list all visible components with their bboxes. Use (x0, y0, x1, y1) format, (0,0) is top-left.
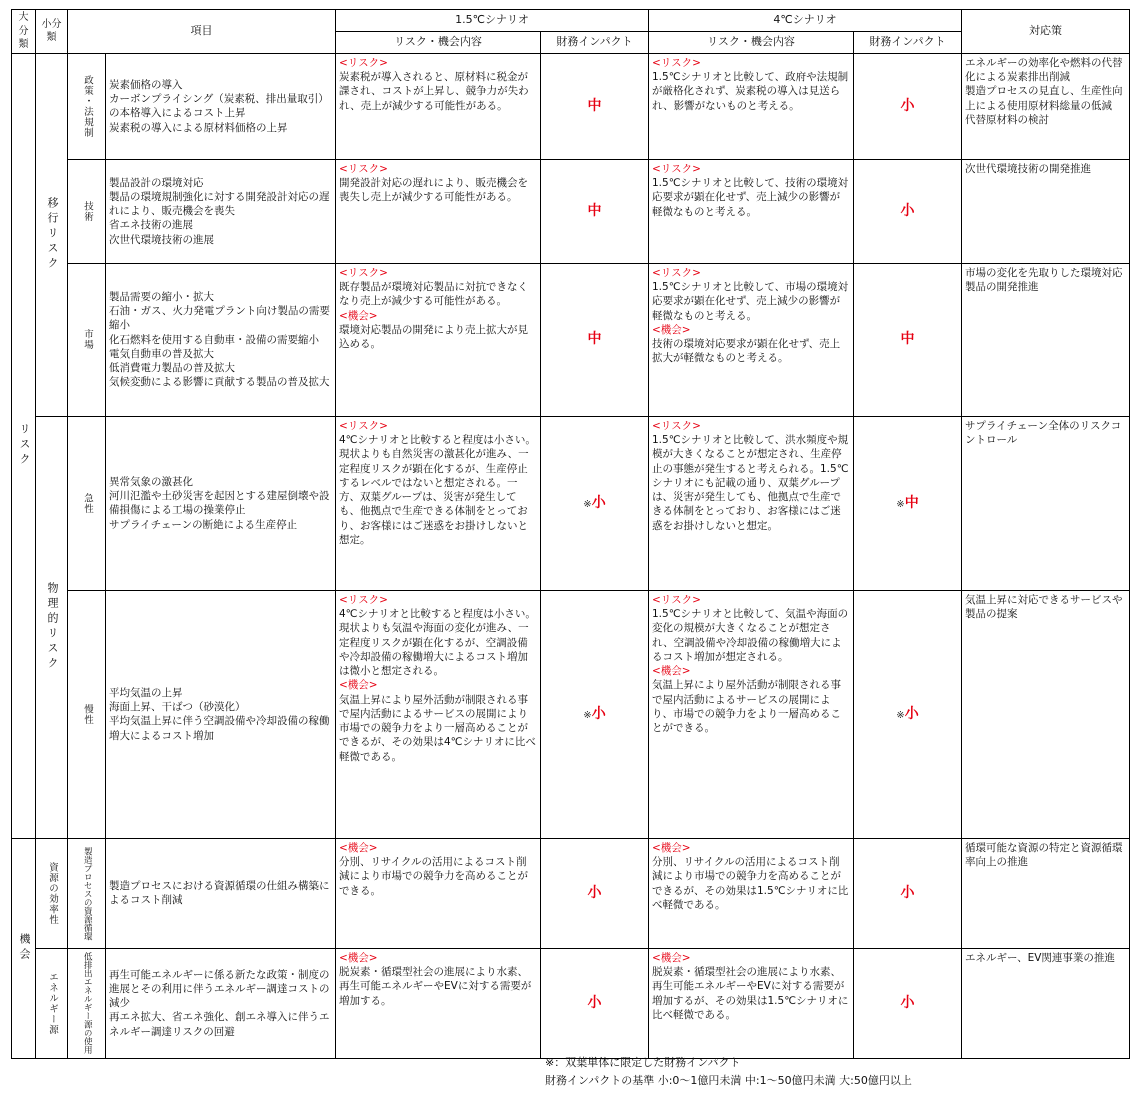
item-line: 再エネ拡大、省エネ強化、創エネ導入に伴うエネルギー調達リスクの回避 (109, 1011, 330, 1038)
footnote-single-entity: ※：双葉単体に限定した財務インパクト (545, 1056, 741, 1069)
note-mark: ※ (896, 498, 905, 510)
content-text: 気温上昇により屋外活動が制限される事で屋内活動によるサービスの展開により、市場での競争力をより一層高めることができる。 (652, 679, 841, 735)
content-text: 1.5℃シナリオと比較して、気温や海面の変化の規模が大きくなることが想定され、空調設備や冷却設備の稼働増大によるコスト増加が想定される。 (652, 608, 849, 663)
subcategory: 慢性 (68, 590, 106, 838)
note-mark: ※ (583, 709, 592, 721)
content-text: 1.5℃シナリオと比較して、市場の環境対応要求が顕在化せず、売上減少の影響が軽微なものと考える。 (652, 281, 849, 322)
tag-label: <リスク> (652, 419, 701, 432)
impact-value: 中 (904, 494, 919, 511)
item-line: 石油・ガス、火力発電プラント向け製品の需要縮小 (109, 305, 330, 332)
category-physical-risk: 物理的リスク (36, 416, 68, 838)
content-15 (336, 948, 541, 1058)
header-response: 対応策 (962, 10, 1130, 54)
subcategory: 技術 (68, 159, 106, 263)
impact-15 (541, 416, 649, 590)
item-line: 海面上昇、干ばつ（砂漠化） (109, 701, 246, 714)
table-row (12, 838, 1130, 948)
item-line: 気候変動による影響に貢献する製品の普及拡大 (109, 376, 330, 389)
subcategory: 製造プロセスの資源循環 (68, 838, 106, 948)
content-text: 脱炭素・循環型社会の進展により水素、再生可能エネルギーやEVに対する需要が増加するが、その効果は1.5℃シナリオに比べ軽微である。 (652, 966, 849, 1021)
content-15 (336, 263, 541, 416)
response-cell (962, 263, 1130, 416)
category-energy-source: エネルギー源 (36, 948, 68, 1058)
note-mark: ※ (896, 709, 905, 721)
subcategory: 市場 (68, 263, 106, 416)
item-line: 化石燃料を使用する自動車・設備の需要縮小 (109, 333, 319, 346)
tag-label: <リスク> (339, 56, 388, 69)
item-line: 製品需要の縮小・拡大 (109, 290, 214, 303)
content-text: 既存製品が環境対応製品に対抗できなくなり売上が減少する可能性がある。 (339, 281, 528, 308)
item-line: 河川氾濫や土砂災害を起因とする建屋倒壊や設備損傷による工場の操業停止 (109, 490, 330, 517)
item-line: 平均気温の上昇 (109, 686, 183, 699)
item-cell (106, 53, 336, 159)
content-4 (649, 838, 854, 948)
impact-value: 中 (587, 97, 602, 114)
scenario-analysis-table (11, 9, 1130, 1059)
response-cell (962, 590, 1130, 838)
impact-value: 小 (591, 705, 606, 722)
response-cell (962, 838, 1130, 948)
table-row (12, 263, 1130, 416)
item-line: 平均気温上昇に伴う空調設備や冷却設備の稼働増大によるコスト増加 (109, 715, 330, 742)
tag-label: <機会> (339, 951, 378, 964)
category-opportunity: 機会 (12, 838, 36, 1058)
tag-label: <機会> (652, 841, 691, 854)
header-impact-15: 財務インパクト (541, 31, 649, 53)
category-risk: リスク (12, 53, 36, 838)
tag-label: <機会> (652, 951, 691, 964)
tag-label: <リスク> (339, 593, 388, 606)
response-cell (962, 948, 1130, 1058)
item-line: 異常気象の激甚化 (109, 475, 193, 488)
tag-label: <リスク> (652, 266, 701, 279)
header-small-category: 小分類 (36, 10, 68, 54)
content-4 (649, 159, 854, 263)
category-resource-efficiency: 資源の効率性 (36, 838, 68, 948)
item-line: サプライチェーンの断絶による生産停止 (109, 518, 298, 531)
tag-label: <リスク> (652, 56, 701, 69)
header-scenario-4: 4℃シナリオ (649, 10, 962, 32)
tag-label: <機会> (339, 309, 378, 322)
impact-value: 小 (900, 884, 915, 901)
header-large-category: 大分類 (12, 10, 36, 54)
content-4 (649, 53, 854, 159)
header-scenario-15: 1.5℃シナリオ (336, 10, 649, 32)
item-line: 炭素税の導入による原材料価格の上昇 (109, 121, 288, 134)
impact-15 (541, 263, 649, 416)
item-cell (106, 263, 336, 416)
item-line: 次世代環境技術の進展 (109, 233, 214, 246)
item-line: 低消費電力製品の普及拡大 (109, 362, 235, 375)
content-15 (336, 159, 541, 263)
impact-value: 小 (587, 994, 602, 1011)
subcategory: 低排出エネルギー源の使用 (68, 948, 106, 1058)
impact-4 (854, 53, 962, 159)
response-line: 気温上昇に対応できるサービスや製品の提案 (965, 593, 1123, 621)
tag-label: <リスク> (339, 419, 388, 432)
impact-4 (854, 838, 962, 948)
impact-value: 中 (900, 331, 915, 348)
item-cell (106, 838, 336, 948)
content-text: 開発設計対応の遅れにより、販売機会を喪失し売上が減少する可能性がある。 (339, 177, 528, 204)
content-15 (336, 838, 541, 948)
tag-label: <機会> (339, 679, 378, 692)
content-text: 分別、リサイクルの活用によるコスト削減により市場での競争力を高めることができる。 (339, 856, 528, 897)
note-mark: ※ (583, 498, 592, 510)
tag-label: <機会> (652, 665, 691, 678)
impact-15 (541, 948, 649, 1058)
content-15 (336, 53, 541, 159)
item-cell (106, 159, 336, 263)
impact-4 (854, 159, 962, 263)
item-cell (106, 416, 336, 590)
impact-15 (541, 838, 649, 948)
content-text: 1.5℃シナリオと比較して、技術の環境対応要求が顕在化せず、売上減少の影響が軽微なものと考える。 (652, 177, 849, 218)
content-text: 環境対応製品の開発により売上拡大が見込める。 (339, 323, 528, 351)
response-line: 循環可能な資源の特定と資源循環率向上の推進 (965, 841, 1123, 869)
impact-value: 中 (587, 202, 602, 219)
response-line: 代替原材料の検討 (965, 113, 1049, 126)
item-line: 製造プロセスにおける資源循環の仕組み構築によるコスト削減 (109, 880, 330, 907)
tag-label: <機会> (652, 323, 691, 336)
header-content-4: リスク・機会内容 (649, 31, 854, 53)
item-line: 製品の環境規制強化に対する開発設計対応の遅れにより、販売機会を喪失 (109, 190, 330, 218)
category-transition-risk: 移行リスク (36, 53, 68, 416)
item-cell (106, 948, 336, 1058)
content-text: 4℃シナリオと比較すると程度は小さい。現状よりも気温や海面の変化が進み、一定程度リスクが顕在化するが、空調設備や冷却設備の稼働増大によるコスト増加は微小と想定される。 (339, 608, 536, 678)
tag-label: <リスク> (652, 593, 701, 606)
response-line: サプライチェーン全体のリスクコントロール (965, 419, 1122, 447)
impact-4 (854, 948, 962, 1058)
subcategory: 政策・法規制 (68, 53, 106, 159)
tag-label: <リスク> (652, 162, 701, 175)
tag-label: <リスク> (339, 266, 388, 279)
content-text: 技術の環境対応要求が顕在化せず、売上拡大が軽微なものと考える。 (652, 338, 841, 365)
content-4 (649, 590, 854, 838)
response-line: エネルギー、EV関連事業の推進 (965, 951, 1115, 964)
header-item: 項目 (68, 10, 336, 54)
tag-label: <機会> (339, 841, 378, 854)
impact-value: 小 (900, 97, 915, 114)
response-line: 次世代環境技術の開発推進 (965, 162, 1091, 175)
impact-15 (541, 53, 649, 159)
subcategory: 急性 (68, 416, 106, 590)
content-text: 分別、リサイクルの活用によるコスト削減により市場での競争力を高めることができるが、その効果は1.5℃シナリオに比べ軽微である。 (652, 856, 849, 911)
header-content-15: リスク・機会内容 (336, 31, 541, 53)
response-cell (962, 416, 1130, 590)
response-cell (962, 159, 1130, 263)
content-15 (336, 416, 541, 590)
content-text: 炭素税が導入されると、原材料に税金が課され、コストが上昇し、競争力が失われ、売上が減少する可能性がある。 (339, 71, 529, 112)
item-line: 炭素価格の導入 (109, 78, 183, 91)
header-impact-4: 財務インパクト (854, 31, 962, 53)
table-row (12, 948, 1130, 1058)
impact-value: 小 (591, 494, 606, 511)
impact-value: 小 (587, 884, 602, 901)
impact-15 (541, 159, 649, 263)
table-row (12, 53, 1130, 159)
impact-value: 中 (587, 331, 602, 348)
impact-value: 小 (900, 994, 915, 1011)
content-4 (649, 948, 854, 1058)
content-text: 気温上昇により屋外活動が制限される事で屋内活動によるサービスの展開により市場での競争力をより一層高めることができるが、その効果は4℃シナリオに比べ軽微である。 (339, 693, 536, 763)
impact-15 (541, 590, 649, 838)
impact-4 (854, 590, 962, 838)
footnotes (545, 1054, 912, 1089)
response-cell (962, 53, 1130, 159)
impact-4 (854, 416, 962, 590)
table-row (12, 159, 1130, 263)
response-line: エネルギーの効率化や燃料の代替化による炭素排出削減 (965, 56, 1123, 84)
item-line: 省エネ技術の進展 (109, 219, 193, 232)
impact-value: 小 (904, 705, 919, 722)
tag-label: <リスク> (339, 162, 388, 175)
table-row (12, 416, 1130, 590)
content-text: 脱炭素・循環型社会の進展により水素、再生可能エネルギーやEVに対する需要が増加する。 (339, 966, 532, 1007)
content-text: 4℃シナリオと比較すると程度は小さい。現状よりも自然災害の激甚化が進み、一定程度リスクが顕在化するが、生産停止するレベルではないと想定される。一方、双葉グループは、災害が発生しても、他拠点で生産できる体制をとっており、お客様にはご迷惑をお掛けしないと想定。 (339, 434, 536, 546)
impact-4 (854, 263, 962, 416)
content-text: 1.5℃シナリオと比較して、政府や法規制が厳格化されず、炭素税の導入は見送られ、影響がないものと考える。 (652, 71, 849, 112)
item-line: 再生可能エネルギーに係る新たな政策・制度の進展とその利用に伴うエネルギー調達コストの減少 (109, 968, 330, 1010)
footnote-impact-criteria: 財務インパクトの基準 小:0～1億円未満 中:1～50億円未満 大:50億円以上 (545, 1073, 912, 1087)
content-4 (649, 263, 854, 416)
item-cell (106, 590, 336, 838)
impact-value: 小 (900, 202, 915, 219)
item-line: 製品設計の環境対応 (109, 176, 204, 189)
table-row (12, 590, 1130, 838)
item-line: 電気自動車の普及拡大 (109, 347, 214, 360)
item-line: カーボンプライシング（炭素税、排出量取引）の本格導入によるコスト上昇 (109, 93, 329, 120)
content-text: 1.5℃シナリオと比較して、洪水頻度や規模が大きくなることが想定され、生産停止の事態が発生すると考えられる。1.5℃シナリオにも記載の通り、双葉グループは、災害が発生しても、他拠点で生産できる体制をとっており、お客様にはご迷惑をお掛けしないと想定。 (652, 434, 849, 532)
content-4 (649, 416, 854, 590)
response-line: 製造プロセスの見直し、生産性向上による使用原材料総量の低減 (965, 85, 1123, 112)
content-15 (336, 590, 541, 838)
response-line: 市場の変化を先取りした環境対応製品の開発推進 (965, 266, 1123, 294)
